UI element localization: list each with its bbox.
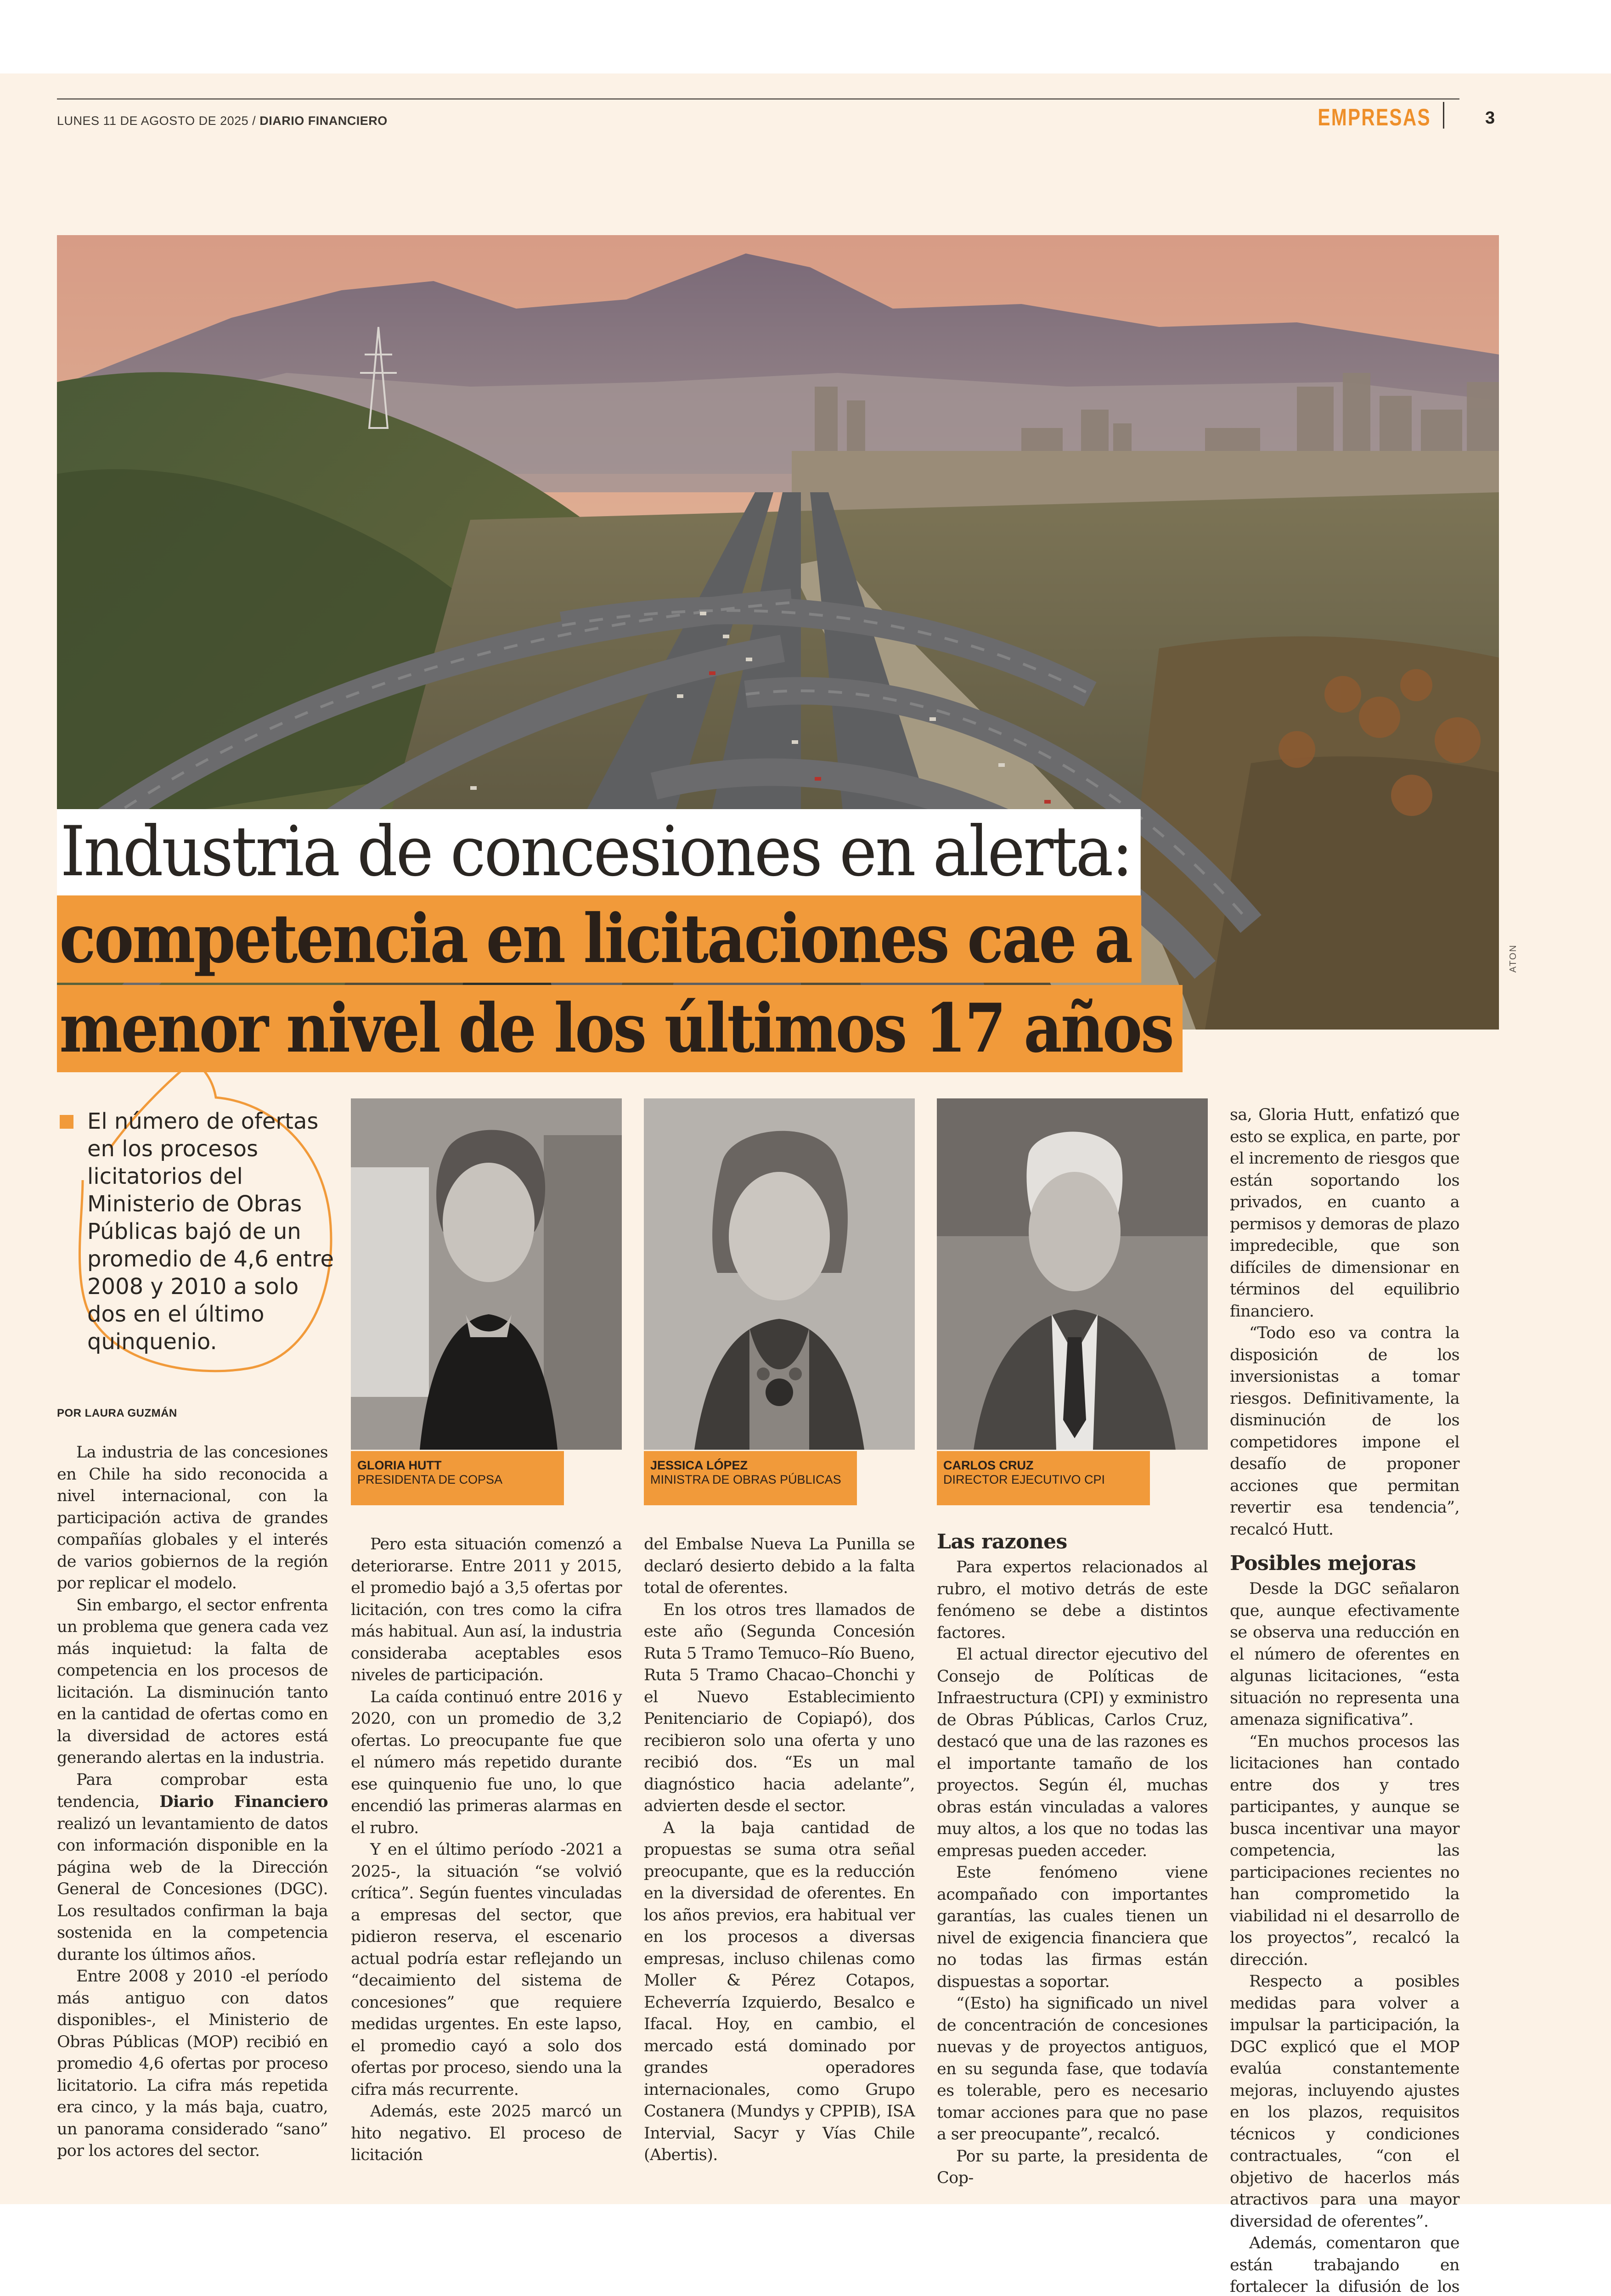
caption-role: MINISTRA DE OBRAS PÚBLICAS xyxy=(650,1473,841,1486)
paragraph: “(Esto) ha significado un nivel de concentración de concesiones nuevas y de proyectos antiguos, en su segunda fase, que todavía es tolerable, pero es necesario tomar acciones para que no pase a ser preocupante”, recalcó. xyxy=(937,1994,1208,2144)
caption-jessica-lopez xyxy=(644,1451,857,1505)
caption-name: GLORIA HUTT xyxy=(357,1458,442,1472)
paragraph xyxy=(57,1769,328,1966)
body-column-1 xyxy=(57,1442,328,2162)
paragraph-intro: Para comprobar esta tendencia, xyxy=(57,1770,328,1811)
paragraph-rest: realizó un levantamiento de datos con información disponible en la página web de la Dirección General de Concesiones (DGC). Los resultados confirman la baja sostenida en la competencia durante los últimos años. xyxy=(57,1814,328,1964)
headline-line-1: Industria de concesiones en alerta: xyxy=(57,809,1141,897)
publication-name: DIARIO FINANCIERO xyxy=(259,114,388,128)
paragraph: Desde la DGC señalaron que, aunque efectivamente se observa una reducción en el número de oferentes en algunas licitaciones, “esta situación no representa una amenaza significativa”. xyxy=(1230,1580,1459,1729)
headline-line-3: menor nivel de los últimos 17 años xyxy=(57,985,1183,1072)
page-number: 3 xyxy=(1485,108,1495,128)
body-column-3 xyxy=(644,1534,915,2167)
paragraph: La caída continuó entre 2016 y 2020, con un promedio de 3,2 ofertas. Lo preocupante fue que el número más repetido durante ese quinquenio fue uno, lo que encendió las primeras alarmas en el rubro. xyxy=(351,1688,622,1837)
paragraph: Este fenómeno viene acompañado con importantes garantías, las cuales tienen un nivel de exigencia financiera que no todas las firmas están dispuestas a soportar. xyxy=(937,1863,1208,1991)
section-divider xyxy=(1443,102,1444,129)
paragraph: El actual director ejecutivo del Consejo de Políticas de Infraestructura (CPI) y exministro de Obras Públicas, Carlos Cruz, destacó que una de las razones es el importante tamaño de los proyectos. Según él, muchas obras están vinculadas a valores muy altos, a los que no todas las empresas pueden acceder. xyxy=(937,1645,1208,1860)
body-column-5 xyxy=(1230,1104,1459,2296)
photo-credit: ATON xyxy=(1508,944,1518,973)
header-dateline xyxy=(57,114,388,128)
paragraph: “En muchos procesos las licitaciones han contado entre dos y tres participantes, y aunque se busca incentivar una mayor competencia, las participaciones recientes no han comprometido la viabilidad ni el desarrollo de los proyectos”, recalcó la dirección. xyxy=(1230,1732,1459,1969)
subheading-las-razones: Las razones xyxy=(937,1530,1067,1553)
caption-role: PRESIDENTA DE COPSA xyxy=(357,1473,503,1486)
paragraph: Entre 2008 y 2010 -el período más antiguo con datos disponibles-, el Ministerio de Obras Públicas (MOP) recibió en promedio 4,6 ofertas por proceso licitatorio. La cifra más repetida era cinco, y la más baja, cuatro, un panorama considerado “sano” por los actores del sector. xyxy=(57,1967,328,2160)
paragraph: “Todo eso va contra la disposición de los inversionistas a tomar riesgos. Definitivamente, la disminución de los competidores impone el desafío de proponer acciones que permitan revertir esa tendencia”, recalcó Hutt. xyxy=(1230,1324,1459,1539)
paragraph: Además, comentaron que están trabajando en fortalecer la difusión de los xyxy=(1230,2234,1459,2296)
caption-carlos-cruz xyxy=(937,1451,1150,1505)
issue-date: LUNES 11 DE AGOSTO DE 2025 / xyxy=(57,114,256,128)
lead-summary: El número de ofertas en los procesos licitatorios del Ministerio de Obras Públicas bajó de un promedio de 4,6 entre 2008 y 2010 a solo dos en el último quinquenio. xyxy=(87,1109,334,1355)
paragraph: La industria de las concesiones en Chile ha sido reconocida a nivel internacional, con la participación activa de grandes compañías globales y el interés de varios gobiernos de la región por replicar el modelo. xyxy=(57,1443,328,1593)
paragraph: A la baja cantidad de propuestas se suma otra señal preocupante, que es la reducción en la diversidad de oferentes. En los años previos, era habitual ver en los procesos a diversas empresas, incluso chilenas como Moller & Pérez Cotapos, Echeverría Izquierdo, Besalco e Ifacal. Hoy, en cambio, el mercado está dominado por grandes operadores internacionales, como Grupo Costanera (Mundys y CPPIB), ISA Intervial, Sacyr y Vías Chile (Abertis). xyxy=(644,1818,915,2164)
body-column-4 xyxy=(937,1529,1208,2189)
paragraph: Respecto a posibles medidas para volver a impulsar la participación, la DGC explicó que el MOP evalúa constantemente mejoras, incluyendo ajustes en los plazos, requisitos técnicos y condiciones contractuales, “con el objetivo de hacerlos más atractivos para una mayor diversidad de oferentes”. xyxy=(1230,1972,1459,2231)
portrait-carlos-cruz xyxy=(937,1098,1208,1450)
headline-line-2: competencia en licitaciones cae a xyxy=(57,895,1141,983)
header-rule xyxy=(57,98,1459,100)
caption-gloria-hutt xyxy=(351,1451,564,1505)
paragraph: Para expertos relacionados al rubro, el motivo detrás de este fenómeno se debe a distintos factores. xyxy=(937,1558,1208,1642)
paragraph: En los otros tres llamados de este año (Segunda Concesión Ruta 5 Tramo Temuco–Río Bueno, Ruta 5 Tramo Chacao–Chonchi y el Nuevo Establecimiento Penitenciario de Copiapó), dos recibieron solo una oferta y uno recibió dos. “Es un mal diagnóstico hacia adelante”, advierten desde el sector. xyxy=(644,1600,915,1815)
paragraph: Pero esta situación comenzó a deteriorarse. Entre 2011 y 2015, el promedio bajó a 3,5 ofertas por licitación, con tres como la cifra más habitual. Aun así, la industria consideraba aceptables esos niveles de participación. xyxy=(351,1535,622,1684)
caption-name: CARLOS CRUZ xyxy=(943,1458,1034,1472)
caption-name: JESSICA LÓPEZ xyxy=(650,1458,748,1472)
portrait-gloria-hutt xyxy=(351,1098,622,1450)
publication-mention: Diario Financiero xyxy=(159,1792,328,1811)
caption-role: DIRECTOR EJECUTIVO CPI xyxy=(943,1473,1105,1486)
body-column-2 xyxy=(351,1534,622,2167)
paragraph: Y en el último período -2021 a 2025-, la situación “se volvió crítica”. Según fuentes vinculadas a empresas del sector, que pidieron reserva, el escenario actual podría estar reflejando un “decaimiento del sistema de concesiones” que requiere medidas urgentes. En este lapso, el promedio cayó a solo dos ofertas por proceso, siendo una la cifra más recurrente. xyxy=(351,1840,622,2099)
lead-bullet xyxy=(60,1115,73,1129)
paragraph: del Embalse Nueva La Punilla se declaró desierto debido a la falta total de oferentes. xyxy=(644,1535,915,1597)
paragraph: Sin embargo, el sector enfrenta un problema que genera cada vez más inquietud: la falta de competencia en los procesos de licitación. La disminución tanto en la cantidad de ofertas como en la diversidad de actores está generando alertas en la industria. xyxy=(57,1596,328,1767)
byline: POR LAURA GUZMÁN xyxy=(57,1407,177,1419)
subheading-posibles-mejoras: Posibles mejoras xyxy=(1230,1552,1416,1575)
paragraph: Además, este 2025 marcó un hito negativo. El proceso de licitación xyxy=(351,2102,622,2164)
section-label: EMPRESAS xyxy=(1318,104,1431,131)
portrait-jessica-lopez xyxy=(644,1098,915,1450)
paragraph: Por su parte, la presidenta de Cop- xyxy=(937,2147,1208,2187)
paragraph: sa, Gloria Hutt, enfatizó que esto se explica, en parte, por el incremento de riesgos que están soportando los privados, en cuanto a permisos y demoras de plazo impredecible, que son difíciles de dimensionar en términos del equilibrio financiero. xyxy=(1230,1106,1459,1321)
